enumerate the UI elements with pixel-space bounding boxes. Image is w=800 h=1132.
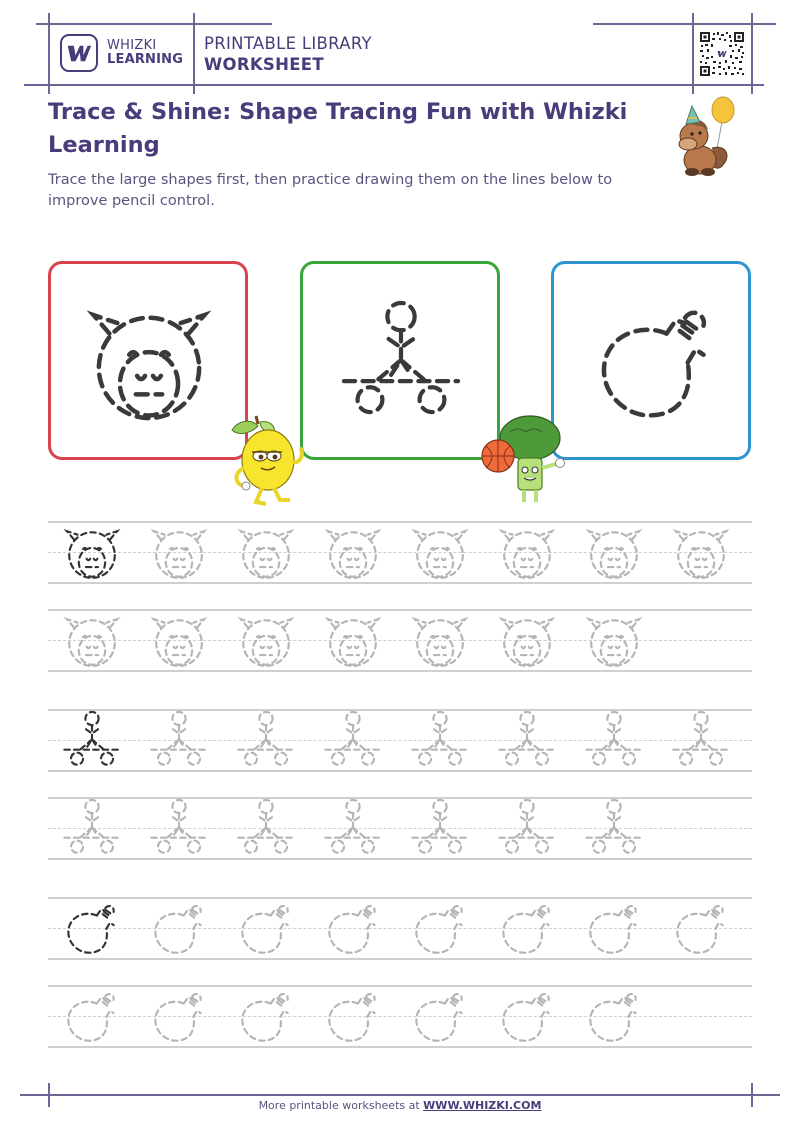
light-bulb-trace-icon [236,897,296,958]
header-top-rule-right [593,23,776,25]
light-bulb-example-icon [62,897,122,958]
star-graph-trace-icon [303,264,497,457]
pig-face-trace-icon [410,609,470,670]
qr-code-icon [699,31,745,77]
light-bulb-trace-icon [554,264,748,457]
star-graph-trace-icon [497,709,557,770]
light-bulb-trace-icon [149,985,209,1046]
practice-row-star-graph[interactable] [48,797,752,859]
lemon-mascot-illustration [228,412,316,508]
light-bulb-trace-icon [323,985,383,1046]
header-vrule-4 [751,13,753,94]
light-bulb-trace-icon [323,897,383,958]
header-vrule-2 [193,13,195,94]
star-graph-trace-icon [497,797,557,858]
star-graph-trace-icon [410,797,470,858]
star-graph-trace-icon [671,709,731,770]
star-graph-trace-icon [62,797,122,858]
page-subtitle: Trace the large shapes first, then practice drawing them on the lines below to improve pencil control. [48,172,613,209]
light-bulb-trace-icon [584,985,644,1046]
trace-box-light-bulb [551,261,751,460]
header-top-rule-left [36,23,272,25]
star-graph-trace-icon [236,709,296,770]
library-label-top: PRINTABLE LIBRARY [204,34,372,53]
practice-row-star-graph[interactable] [48,709,752,771]
page-title: Trace & Shine: Shape Tracing Fun with Whizki Learning [48,99,628,158]
light-bulb-trace-icon [497,985,557,1046]
header-vrule-1 [48,13,50,94]
practice-row-light-bulb[interactable] [48,985,752,1047]
broccoli-mascot-illustration [480,412,572,508]
light-bulb-trace-icon [671,897,731,958]
star-graph-trace-icon [236,797,296,858]
pig-face-trace-icon [236,609,296,670]
light-bulb-trace-icon [410,985,470,1046]
light-bulb-trace-icon [62,985,122,1046]
pig-face-trace-icon [410,521,470,582]
pig-face-example-icon [62,521,122,582]
star-graph-example-icon [62,709,122,770]
pig-face-trace-icon [584,521,644,582]
library-label-bottom: WORKSHEET [204,54,324,74]
pig-face-trace-icon [149,609,209,670]
trace-box-pig [48,261,248,460]
star-graph-trace-icon [323,709,383,770]
logo-text-top: WHIZKI [107,37,157,53]
pig-face-trace-icon [62,609,122,670]
light-bulb-trace-icon [236,985,296,1046]
practice-row-light-bulb[interactable] [48,897,752,959]
light-bulb-trace-icon [149,897,209,958]
library-label [204,34,372,75]
star-graph-trace-icon [410,709,470,770]
star-graph-trace-icon [323,797,383,858]
pig-face-trace-icon [149,521,209,582]
pig-face-trace-icon [236,521,296,582]
pig-face-trace-icon [497,521,557,582]
whizki-logo[interactable] [60,34,183,72]
footer-website-link[interactable]: WWW.WHIZKI.COM [423,1099,542,1112]
header-vrule-3 [692,13,694,94]
light-bulb-trace-icon [410,897,470,958]
practice-row-pig-face[interactable] [48,609,752,671]
header-bottom-rule [24,84,764,86]
pig-face-trace-icon [584,609,644,670]
pony-mascot-illustration [664,96,740,180]
star-graph-trace-icon [149,797,209,858]
footer-text: More printable worksheets at [258,1099,424,1112]
practice-row-pig-face[interactable] [48,521,752,583]
pig-face-trace-icon [671,521,731,582]
star-graph-trace-icon [149,709,209,770]
star-graph-trace-icon [584,709,644,770]
footer [0,1099,800,1112]
pig-face-trace-icon [497,609,557,670]
logo-text-bottom: LEARNING [107,52,184,67]
trace-box-star-graph [300,261,500,460]
pig-face-trace-icon [323,609,383,670]
star-graph-trace-icon [584,797,644,858]
w-logo-icon [60,34,98,72]
pig-face-trace-icon [51,264,245,457]
light-bulb-trace-icon [497,897,557,958]
light-bulb-trace-icon [584,897,644,958]
footer-rule [20,1094,780,1096]
pig-face-trace-icon [323,521,383,582]
